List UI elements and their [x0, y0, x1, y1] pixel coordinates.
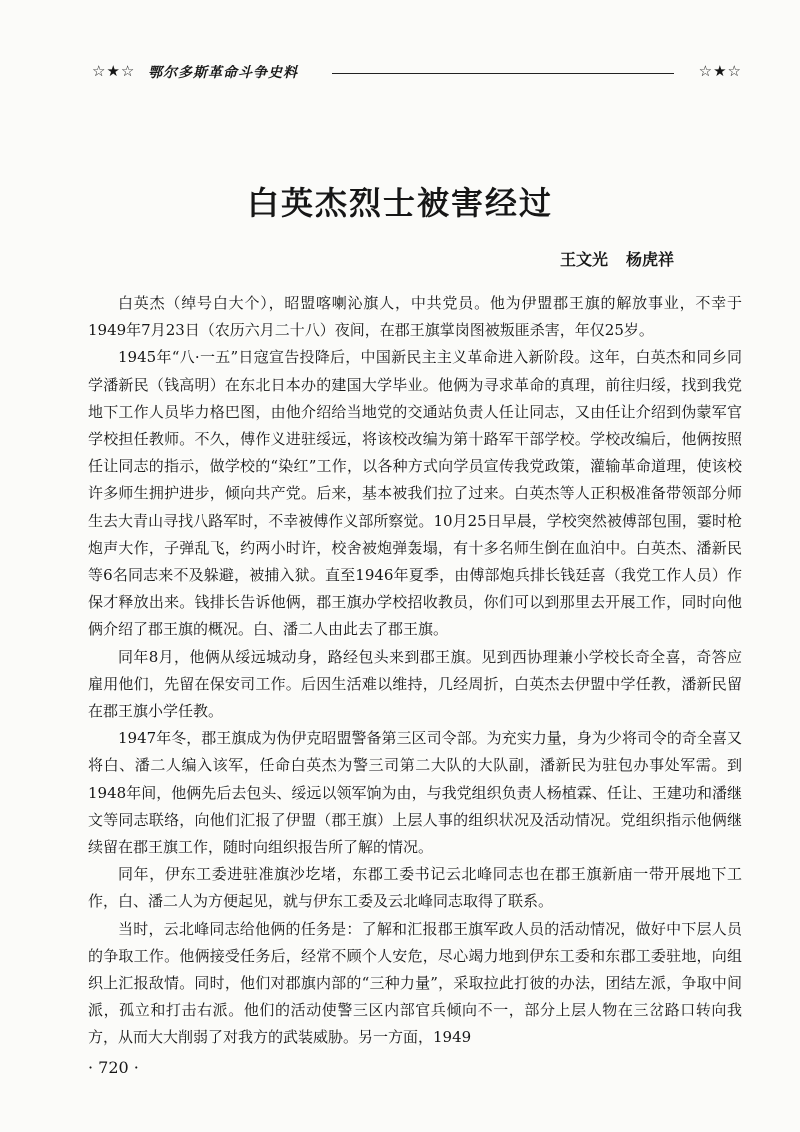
author-name: 杨虎祥: [626, 250, 675, 269]
paragraph: 同年，伊东工委进驻准旗沙圪堵，东郡工委书记云北峰同志也在郡王旗新庙一带开展地下工作，白、潘二人为方便起见，就与伊东工委及云北峰同志取得了联系。: [88, 865, 742, 911]
paragraph: 白英杰（绰号白大个），昭盟喀喇沁旗人，中共党员。他为伊盟郡王旗的解放事业，不幸于1949年7月23日（农历六月二十八）夜间，在郡王旗掌岗图被叛匪杀害，年仅25岁。: [88, 294, 742, 340]
header-stars-left: ☆★☆: [92, 62, 136, 80]
paragraph: 1947年冬，郡王旗成为伪伊克昭盟警备第三区司令部。为充实力量，身为少将司令的奇全喜又将白、潘二人编入该军，任命白英杰为警三司第二大队的大队副，潘新民为驻包办事处军需。到1948年间，他俩先后去包头、绥远以领军饷为由，与我党组织负责人杨植霖、任让、王建功和潘继文等同志联络，向他们汇报了伊盟（郡王旗）上层人事的组织状况及活动情况。党组织指示他俩继续留在郡王旗工作，随时向组织报告所了解的情况。: [88, 729, 742, 857]
page-number: · 720 ·: [88, 1058, 139, 1077]
author-name: 王文光: [560, 250, 609, 269]
paragraph: 1945年“八·一五”日寇宣告投降后，中国新民主主义革命进入新阶段。这年，白英杰和同乡同学潘新民（钱高明）在东北日本办的建国大学毕业。他俩为寻求革命的真理，前往归绥，找到我党地下工作人员毕力格巴图，由他介绍给当地党的交通站负责人任让同志，又由任让介绍到伪蒙军官学校担任教师。不久，傅作义进驻绥远，将该校改编为第十路军干部学校。学校改编后，他俩按照任让同志的指示，做学校的“染红”工作，以各种方式向学员宣传我党政策，灌输革命道理，使该校许多师生拥护进步，倾向共产党。后来，基本被我们拉了过来。白英杰等人正积极准备带领部分师生去大青山寻找八路军时，不幸被傅作义部所察觉。10月25日早晨，学校突然被傅部包围，霎时枪炮声大作，子弹乱飞，约两小时许，校舍被炮弹轰塌，有十多名师生倒在血泊中。白英杰、潘新民等6名同志来不及躲避，被捕入狱。直至1946年夏季，由傅部炮兵排长钱廷喜（我党工作人员）作保才释放出来。钱排长告诉他俩，郡王旗办学校招收教员，你们可以到那里去开展工作，同时向他俩介绍了郡王旗的概况。白、潘二人由此去了郡王旗。: [88, 348, 742, 639]
article-title: 白英杰烈士被害经过: [246, 184, 553, 222]
header-rule: [332, 73, 674, 74]
series-title: 鄂尔多斯革命斗争史料: [148, 65, 298, 81]
running-header: [92, 62, 742, 86]
header-stars-right: ☆★☆: [698, 62, 742, 80]
article-body: [88, 290, 742, 1050]
authors: [560, 247, 674, 270]
paragraph: 同年8月，他俩从绥远城动身，路经包头来到郡王旗。见到西协理兼小学校长奇全喜，奇答应雇用他们，先留在保安司工作。后因生活难以维持，几经周折，白英杰去伊盟中学任教，潘新民留在郡王旗小学任教。: [88, 647, 742, 721]
paragraph: 当时，云北峰同志给他俩的任务是：了解和汇报郡王旗军政人员的活动情况，做好中下层人员的争取工作。他俩接受任务后，经常不顾个人安危，尽心竭力地到伊东工委和东郡工委驻地，向组织上汇报敌情。同时，他们对郡旗内部的“三种力量”，采取拉此打彼的办法，团结左派，争取中间派，孤立和打击右派。他们的活动使警三区内部官兵倾向不一，部分上层人物在三岔路口转向我方，从而大大削弱了对我方的武装威胁。另一方面，1949: [88, 919, 742, 1047]
